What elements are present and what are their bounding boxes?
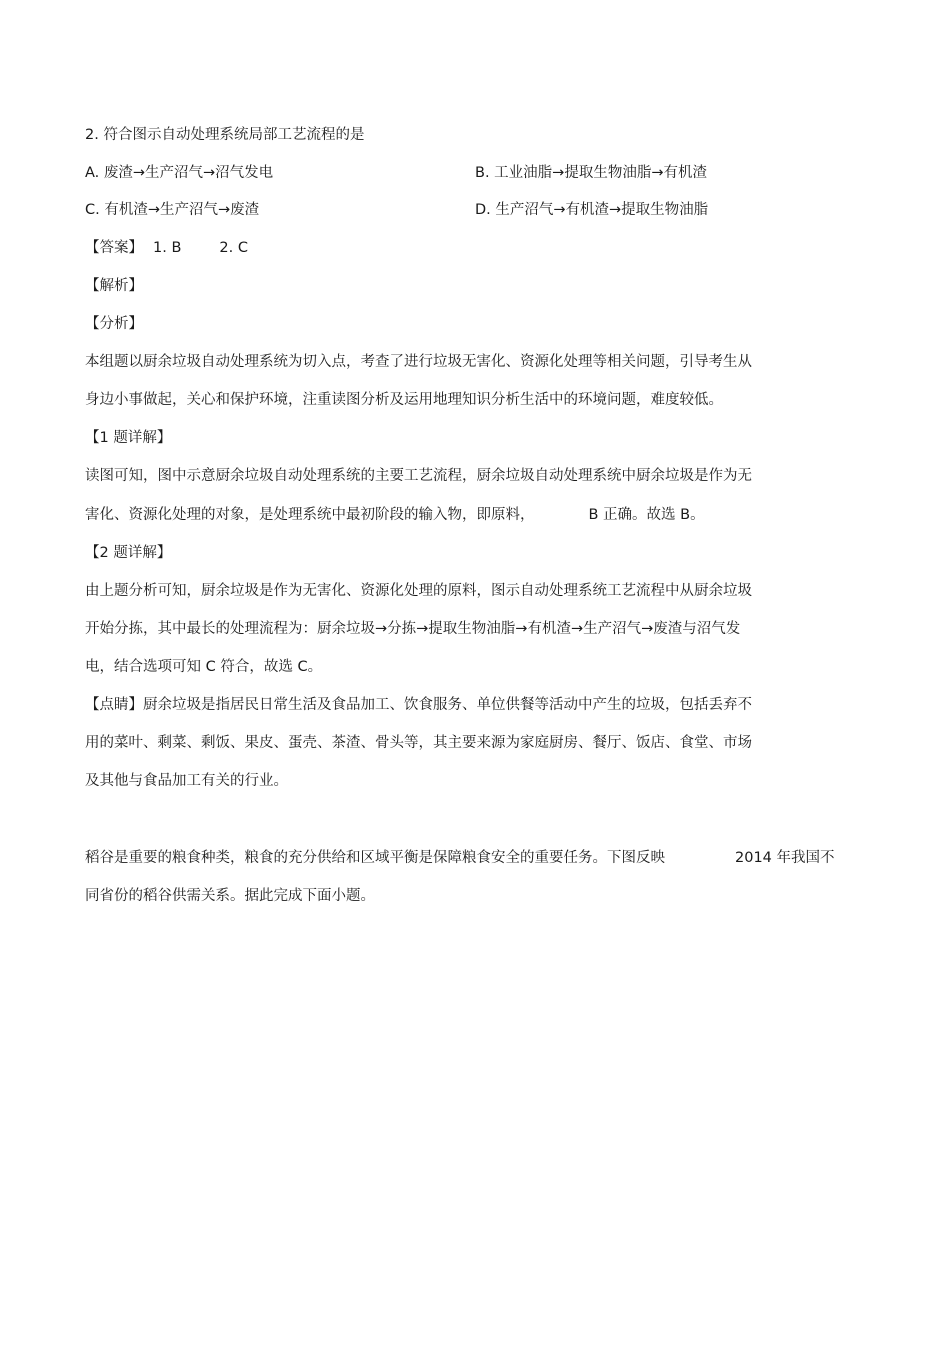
detail-1-line-2-a: 害化、资源化处理的对象，是处理系统中最初阶段的输入物，即原料， <box>85 507 535 523</box>
jiexi-label: 【解析】 <box>85 278 143 294</box>
analysis-line-1: 本组题以厨余垃圾自动处理系统为切入点，考查了进行垃圾无害化、资源化处理等相关问题，引导考生从 <box>85 354 752 370</box>
answer-q1: 1. B <box>153 240 182 256</box>
next-intro-line-1 <box>85 848 835 868</box>
detail-1-label: 【1 题详解】 <box>85 430 172 446</box>
detail-2-label: 【2 题详解】 <box>85 545 172 561</box>
next-intro-line-1-a: 稻谷是重要的粮食种类，粮食的充分供给和区域平衡是保障粮食安全的重要任务。下图反映 <box>85 850 665 866</box>
dianjing-line-3: 及其他与食品加工有关的行业。 <box>85 773 288 789</box>
option-a: A. 废渣→生产沼气→沼气发电 <box>85 165 274 181</box>
fenxi-label: 【分析】 <box>85 316 143 332</box>
detail-2-line-3: 电，结合选项可知 C 符合，故选 C。 <box>85 659 323 675</box>
detail-1-line-2 <box>85 505 705 525</box>
answer-line <box>85 238 248 258</box>
dianjing-line-2: 用的菜叶、剩菜、剩饭、果皮、蛋壳、茶渣、骨头等，其主要来源为家庭厨房、餐厅、饭店、食堂、市场 <box>85 735 752 751</box>
option-d: D. 生产沼气→有机渣→提取生物油脂 <box>475 202 709 218</box>
detail-2-line-2: 开始分拣，其中最长的处理流程为：厨余垃圾→分拣→提取生物油脂→有机渣→生产沼气→废渣与沼气发 <box>85 621 741 637</box>
detail-1-line-2-b: B 正确。故选 B。 <box>588 507 705 523</box>
option-c: C. 有机渣→生产沼气→废渣 <box>85 202 260 218</box>
dianjing-line-1: 【点睛】厨余垃圾是指居民日常生活及食品加工、饮食服务、单位供餐等活动中产生的垃圾，包括丢弃不 <box>85 697 752 713</box>
answer-q2: 2. C <box>219 240 248 256</box>
detail-2-line-1: 由上题分析可知，厨余垃圾是作为无害化、资源化处理的原料，图示自动处理系统工艺流程中从厨余垃圾 <box>85 583 752 599</box>
option-b: B. 工业油脂→提取生物油脂→有机渣 <box>475 165 707 181</box>
answer-label: 【答案】 <box>85 240 143 256</box>
next-intro-line-2: 同省份的稻谷供需关系。据此完成下面小题。 <box>85 888 375 904</box>
detail-1-line-1: 读图可知，图中示意厨余垃圾自动处理系统的主要工艺流程，厨余垃圾自动处理系统中厨余垃圾是作为无 <box>85 468 752 484</box>
analysis-line-2: 身边小事做起，关心和保护环境，注重读图分析及运用地理知识分析生活中的环境问题，难度较低。 <box>85 392 723 408</box>
question-2-stem: 2. 符合图示自动处理系统局部工艺流程的是 <box>85 127 365 143</box>
next-intro-line-1-b: 2014 年我国不 <box>735 850 835 866</box>
